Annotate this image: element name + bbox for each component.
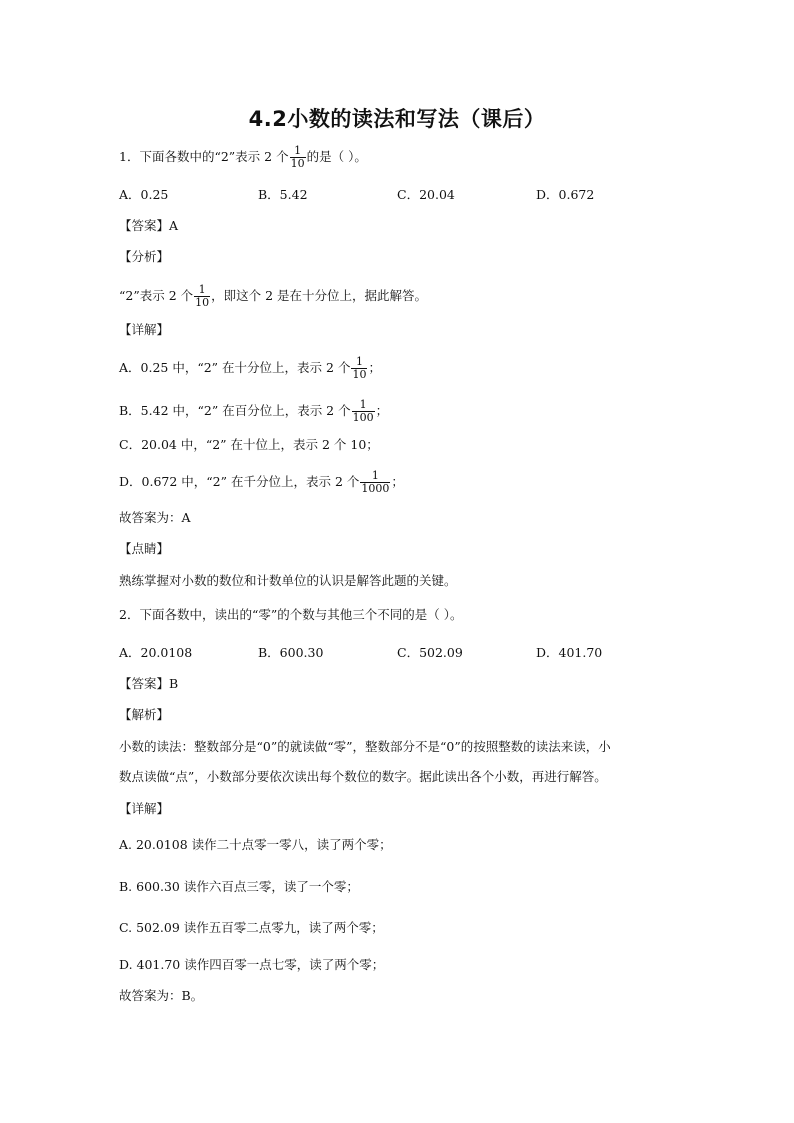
- question-2-options: [119, 645, 675, 661]
- question-2-analysis-line-1: 小数的读法：整数部分是“0”的就读做“零”，整数部分不是“0”的按照整数的读法来读，小: [119, 739, 611, 754]
- question-2-detail-b: B. 600.30 读作六百点三零，读了一个零；: [119, 879, 359, 894]
- question-1-stem: 1．下面各数中的“2”表示 2 个 $\frac{1}{10}$ 的是（ ）。: [119, 144, 367, 170]
- question-1-options: [119, 187, 675, 203]
- question-1-conclusion: 故答案为：A: [119, 510, 191, 525]
- question-1-stem-text: 1．下面各数中的“2”表示 2 个: [119, 149, 289, 164]
- question-2-analysis-heading: 【解析】: [119, 707, 170, 722]
- question-1-remark: 熟练掌握对小数的数位和计数单位的认识是解答此题的关键。: [119, 573, 457, 588]
- question-1-detail-d: D．0.672 中，“2” 在千分位上，表示 2 个 $\frac{1}{1000}$ ；: [119, 469, 404, 495]
- question-1-remark-heading: 【点睛】: [119, 541, 170, 556]
- question-2-detail-heading: 【详解】: [119, 801, 170, 816]
- option-c: C．502.09: [397, 645, 463, 660]
- option-c: C．20.04: [397, 187, 455, 202]
- fraction: $\frac{1}{10}$: [195, 283, 210, 309]
- question-2-conclusion: 故答案为：B。: [119, 988, 204, 1003]
- question-2-detail-c: C. 502.09 读作五百零二点零九，读了两个零；: [119, 920, 384, 935]
- option-d: D．401.70: [536, 645, 603, 660]
- fraction: $\frac{1}{10}$: [290, 144, 305, 170]
- question-2-detail-a: A. 20.0108 读作二十点零一零八，读了两个零；: [119, 837, 392, 852]
- question-2-stem: 2．下面各数中，读出的“零”的个数与其他三个不同的是（ ）。: [119, 607, 463, 622]
- question-1-detail-b: B．5.42 中，“2” 在百分位上，表示 2 个 $\frac{1}{100}$ ；: [119, 398, 389, 424]
- fraction: $\frac{1}{100}$: [352, 398, 374, 424]
- fraction: $\frac{1}{1000}$: [361, 469, 390, 495]
- question-1-answer: 【答案】A: [119, 218, 179, 233]
- question-1-detail-a: A．0.25 中，“2” 在十分位上，表示 2 个 $\frac{1}{10}$ ；: [119, 355, 381, 381]
- question-1-detail-c: C．20.04 中，“2” 在十位上，表示 2 个 10；: [119, 437, 379, 452]
- question-1-analysis-heading: 【分析】: [119, 249, 170, 264]
- question-1-detail-heading: 【详解】: [119, 322, 170, 337]
- question-2-analysis-line-2: 数点读做“点”，小数部分要依次读出每个数位的数字。据此读出各个小数，再进行解答。: [119, 769, 607, 784]
- question-1-analysis: “2”表示 2 个 $\frac{1}{10}$ ，即这个 2 是在十分位上，据此解答。: [119, 283, 428, 309]
- option-a: A．0.25: [119, 187, 169, 202]
- option-d: D．0.672: [536, 187, 595, 202]
- page-title: 4.2小数的读法和写法（课后）: [248, 107, 546, 131]
- fraction: $\frac{1}{10}$: [352, 355, 367, 381]
- question-2-answer: 【答案】B: [119, 676, 179, 691]
- option-b: B．5.42: [258, 187, 308, 202]
- option-b: B．600.30: [258, 645, 324, 660]
- option-a: A．20.0108: [119, 645, 193, 660]
- question-2-detail-d: D. 401.70 读作四百零一点七零，读了两个零；: [119, 957, 385, 972]
